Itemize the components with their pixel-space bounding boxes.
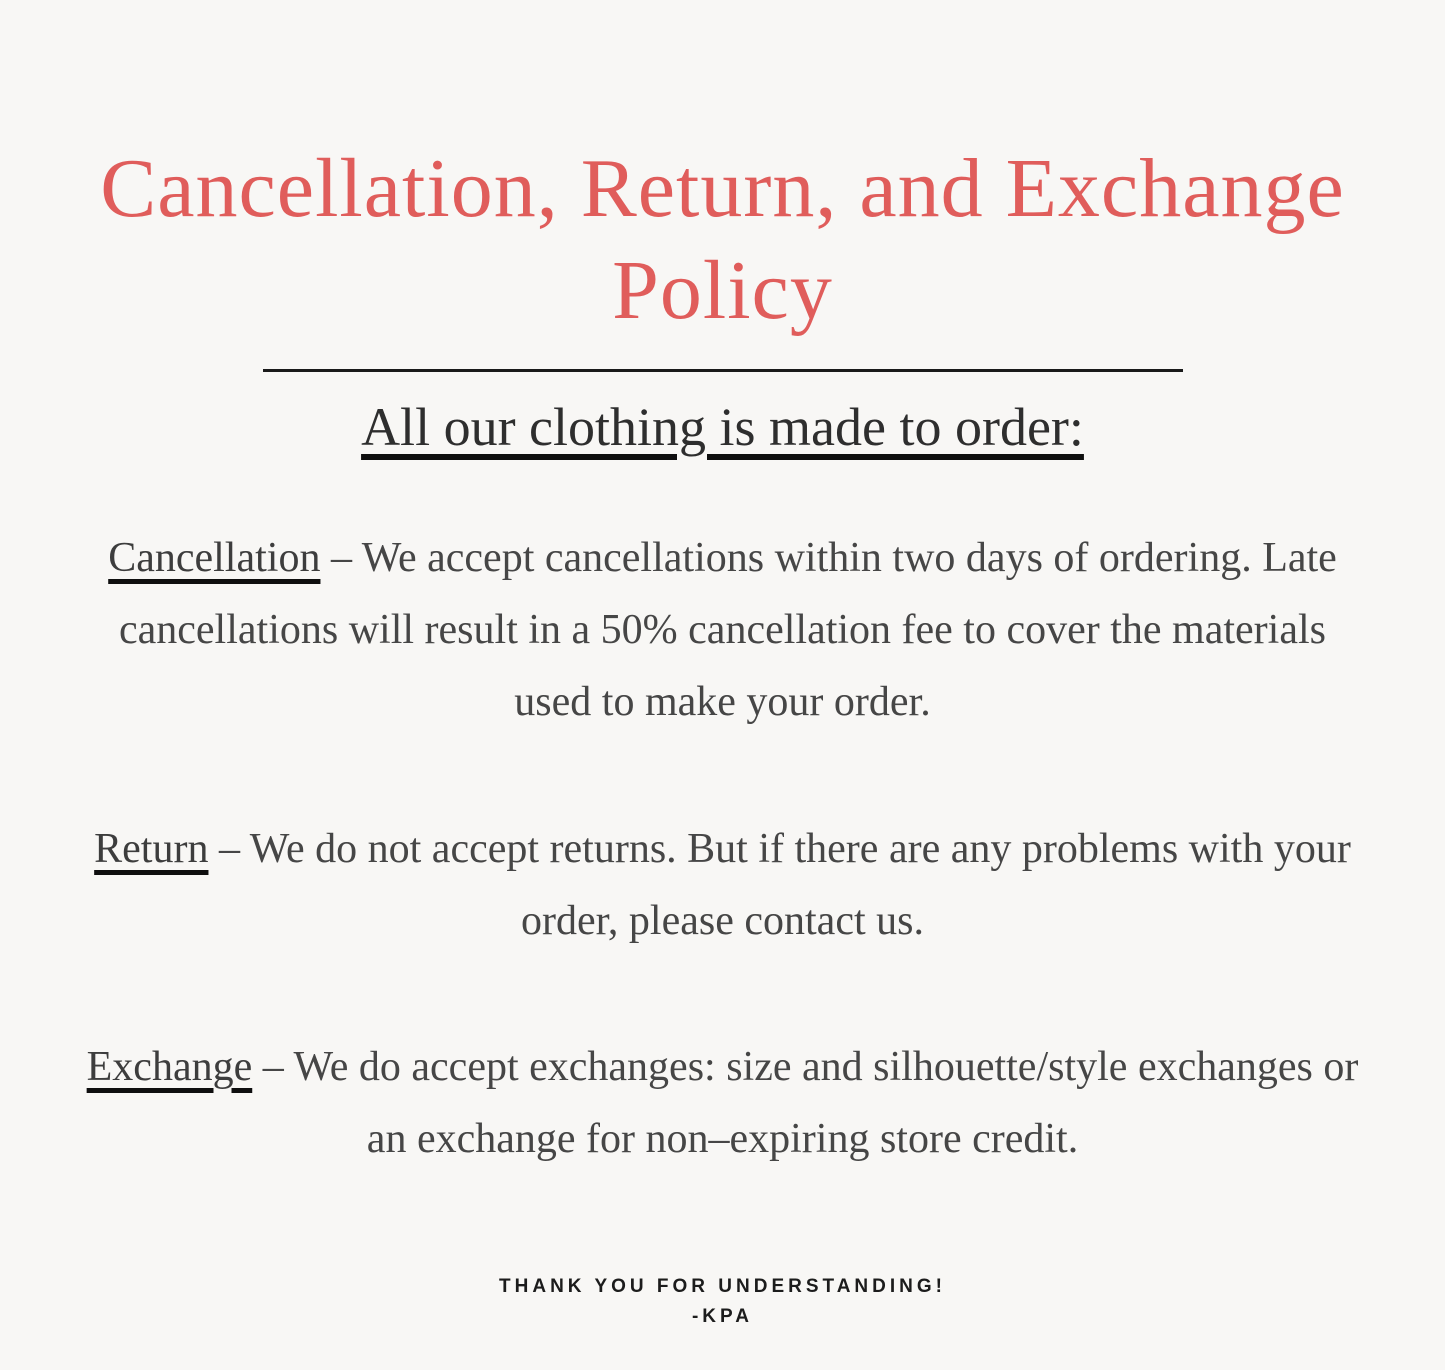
subtitle-text: All our clothing is made to order: xyxy=(361,396,1084,457)
cancellation-term: Cancellation xyxy=(108,534,321,581)
footer-thanks: THANK YOU FOR UNDERSTANDING! xyxy=(499,1275,946,1297)
exchange-body: – We do accept exchanges: size and silhouette/style exchanges or an exchange for non–expiring store credit. xyxy=(262,1044,1359,1163)
subtitle-heading xyxy=(0,396,1445,458)
policy-section-exchange xyxy=(78,1031,1368,1175)
page-title xyxy=(0,138,1445,343)
page-title-line-2: Policy xyxy=(612,244,833,338)
title-divider xyxy=(263,369,1183,372)
return-body: – We do not accept returns. But if there are any problems with your order, please contact us. xyxy=(218,825,1351,944)
footer xyxy=(0,1272,1445,1333)
page-title-line-1: Cancellation, Return, and Exchange xyxy=(100,142,1345,235)
policy-section-return xyxy=(78,813,1368,957)
footer-signature: -KPA xyxy=(691,1305,754,1327)
return-term: Return xyxy=(94,825,209,872)
exchange-term: Exchange xyxy=(86,1044,253,1091)
policy-section-cancellation xyxy=(78,522,1368,739)
cancellation-body: – We accept cancellations within two days of ordering. Late cancellations will result in a 50% cancellation fee to cover the materials used to make your order. xyxy=(118,534,1337,726)
